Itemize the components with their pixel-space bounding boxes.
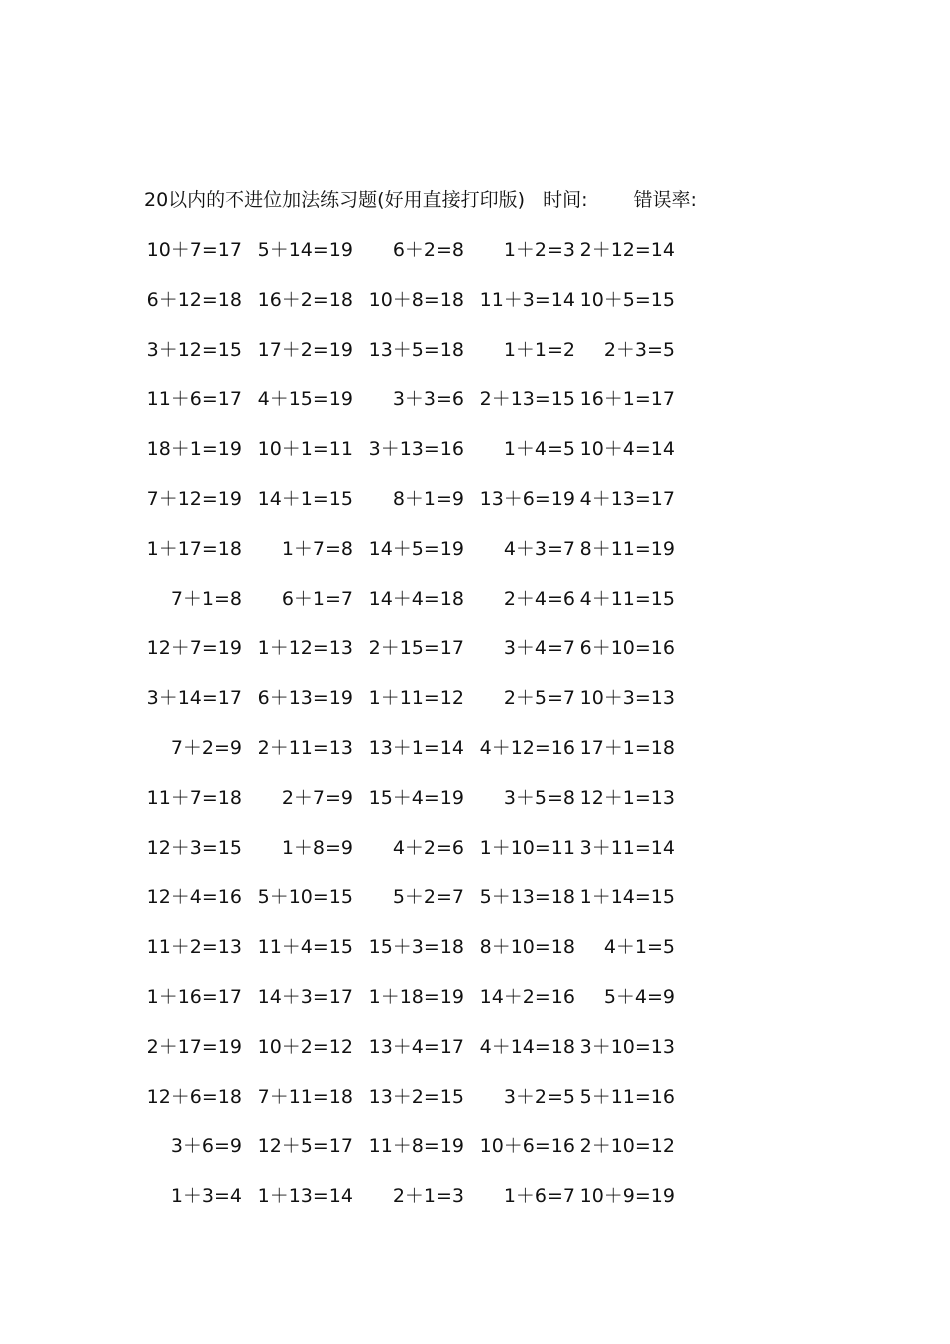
exercise-item: 2＋15=17 [368, 637, 464, 660]
exercise-item: 11＋7=18 [146, 786, 242, 809]
exercise-row [146, 1083, 750, 1133]
exercise-item: 5＋2=7 [392, 886, 464, 909]
exercise-item: 1＋8=9 [281, 836, 353, 859]
exercise-item: 15＋3=18 [368, 936, 464, 959]
exercise-item: 7＋1=8 [170, 587, 242, 610]
exercise-row [150, 1132, 750, 1182]
exercise-item: 16＋1=17 [579, 388, 675, 411]
exercise-item: 7＋11=18 [257, 1085, 353, 1108]
exercise-item: 12＋1=13 [579, 786, 675, 809]
exercise-item: 5＋11=16 [579, 1085, 675, 1108]
exercise-item: 3＋14=17 [146, 687, 242, 710]
exercise-item: 3＋10=13 [579, 1035, 675, 1058]
exercise-item: 3＋11=14 [579, 836, 675, 859]
exercise-item: 1＋7=8 [281, 537, 353, 560]
exercise-item: 11＋6=17 [146, 388, 242, 411]
exercise-item: 10＋8=18 [368, 288, 464, 311]
exercise-item: 17＋1=18 [579, 736, 675, 759]
exercise-row [146, 1033, 750, 1083]
exercise-item: 6＋2=8 [392, 239, 464, 261]
exercise-item: 1＋4=5 [503, 438, 575, 461]
exercise-item: 18＋1=19 [146, 438, 242, 461]
exercise-row [146, 684, 750, 734]
exercise-item: 14＋4=18 [368, 587, 464, 610]
exercise-row [150, 585, 750, 635]
worksheet-title: 20以内的不进位加法练习题(好用直接打印版) [144, 189, 526, 211]
exercise-item: 1＋2=3 [503, 239, 575, 261]
exercise-item: 1＋13=14 [257, 1185, 353, 1208]
exercise-item: 3＋2=5 [503, 1085, 575, 1108]
exercise-row [146, 983, 750, 1033]
exercise-item: 2＋4=6 [503, 587, 575, 610]
exercise-item: 14＋3=17 [257, 985, 353, 1008]
exercise-item: 2＋1=3 [392, 1185, 464, 1208]
exercise-item: 14＋5=19 [368, 537, 464, 560]
exercise-item: 16＋2=18 [257, 288, 353, 311]
exercise-item: 4＋11=15 [579, 587, 675, 610]
exercise-item: 11＋3=14 [479, 288, 575, 311]
exercise-item: 1＋11=12 [368, 687, 464, 710]
exercise-row [146, 535, 750, 585]
exercise-row [146, 883, 750, 933]
exercise-row [146, 435, 750, 485]
exercise-item: 2＋7=9 [281, 786, 353, 809]
exercise-item: 11＋2=13 [146, 936, 242, 959]
exercise-item: 1＋6=7 [503, 1185, 575, 1208]
exercise-item: 2＋11=13 [257, 736, 353, 759]
exercise-grid [146, 236, 750, 1232]
exercise-item: 3＋6=9 [170, 1135, 242, 1158]
exercise-item: 6＋13=19 [257, 687, 353, 710]
exercise-item: 1＋3=4 [170, 1185, 242, 1208]
exercise-item: 4＋12=16 [479, 736, 575, 759]
exercise-item: 10＋2=12 [257, 1035, 353, 1058]
exercise-item: 5＋10=15 [257, 886, 353, 909]
exercise-item: 8＋1=9 [392, 487, 464, 510]
exercise-item: 4＋2=6 [392, 836, 464, 859]
exercise-item: 10＋7=17 [146, 239, 242, 261]
exercise-item: 4＋14=18 [479, 1035, 575, 1058]
exercise-item: 6＋10=16 [579, 637, 675, 660]
exercise-item: 1＋17=18 [146, 537, 242, 560]
exercise-item: 1＋1=2 [503, 338, 575, 361]
exercise-row [150, 1182, 750, 1232]
exercise-row [146, 385, 750, 435]
exercise-item: 12＋7=19 [146, 637, 242, 660]
exercise-item: 4＋1=5 [603, 936, 675, 959]
exercise-item: 10＋1=11 [257, 438, 353, 461]
exercise-item: 13＋5=18 [368, 338, 464, 361]
exercise-item: 2＋3=5 [603, 338, 675, 361]
exercise-row [146, 485, 750, 535]
exercise-item: 3＋4=7 [503, 637, 575, 660]
exercise-item: 10＋4=14 [579, 438, 675, 461]
exercise-row [146, 933, 750, 983]
exercise-item: 8＋10=18 [479, 936, 575, 959]
exercise-item: 12＋5=17 [257, 1135, 353, 1158]
exercise-item: 5＋14=19 [257, 239, 353, 261]
exercise-item: 5＋4=9 [603, 985, 675, 1008]
exercise-item: 6＋1=7 [281, 587, 353, 610]
exercise-item: 13＋4=17 [368, 1035, 464, 1058]
worksheet-header [144, 186, 697, 214]
exercise-item: 11＋8=19 [368, 1135, 464, 1158]
exercise-item: 1＋14=15 [579, 886, 675, 909]
exercise-item: 10＋9=19 [579, 1185, 675, 1208]
exercise-row [146, 634, 750, 684]
exercise-item: 1＋10=11 [479, 836, 575, 859]
exercise-item: 1＋12=13 [257, 637, 353, 660]
exercise-item: 3＋5=8 [503, 786, 575, 809]
exercise-item: 17＋2=19 [257, 338, 353, 361]
exercise-item: 7＋12=19 [146, 487, 242, 510]
exercise-item: 2＋5=7 [503, 687, 575, 710]
exercise-item: 6＋12=18 [146, 288, 242, 311]
exercise-item: 4＋3=7 [503, 537, 575, 560]
exercise-item: 10＋3=13 [579, 687, 675, 710]
exercise-item: 13＋6=19 [479, 487, 575, 510]
error-rate-label: 错误率: [633, 189, 697, 211]
exercise-item: 12＋3=15 [146, 836, 242, 859]
exercise-item: 7＋2=9 [170, 736, 242, 759]
exercise-item: 2＋12=14 [579, 239, 675, 261]
exercise-item: 8＋11=19 [579, 537, 675, 560]
exercise-item: 11＋4=15 [257, 936, 353, 959]
time-label: 时间: [543, 189, 588, 211]
exercise-item: 4＋15=19 [257, 388, 353, 411]
exercise-row [150, 734, 750, 784]
exercise-item: 1＋18=19 [368, 985, 464, 1008]
exercise-item: 3＋3=6 [392, 388, 464, 411]
exercise-item: 14＋2=16 [479, 985, 575, 1008]
exercise-item: 15＋4=19 [368, 786, 464, 809]
exercise-item: 5＋13=18 [479, 886, 575, 909]
exercise-item: 12＋6=18 [146, 1085, 242, 1108]
exercise-item: 10＋6=16 [479, 1135, 575, 1158]
exercise-item: 4＋13=17 [579, 487, 675, 510]
exercise-item: 1＋16=17 [146, 985, 242, 1008]
exercise-item: 12＋4=16 [146, 886, 242, 909]
exercise-item: 14＋1=15 [257, 487, 353, 510]
exercise-row [146, 336, 750, 386]
exercise-row [146, 834, 750, 884]
exercise-item: 13＋2=15 [368, 1085, 464, 1108]
exercise-row [146, 784, 750, 834]
exercise-item: 2＋13=15 [479, 388, 575, 411]
exercise-row [146, 236, 750, 286]
exercise-row [146, 286, 750, 336]
exercise-item: 2＋17=19 [146, 1035, 242, 1058]
exercise-item: 3＋12=15 [146, 338, 242, 361]
exercise-item: 13＋1=14 [368, 736, 464, 759]
exercise-item: 10＋5=15 [579, 288, 675, 311]
exercise-item: 3＋13=16 [368, 438, 464, 461]
exercise-item: 2＋10=12 [579, 1135, 675, 1158]
